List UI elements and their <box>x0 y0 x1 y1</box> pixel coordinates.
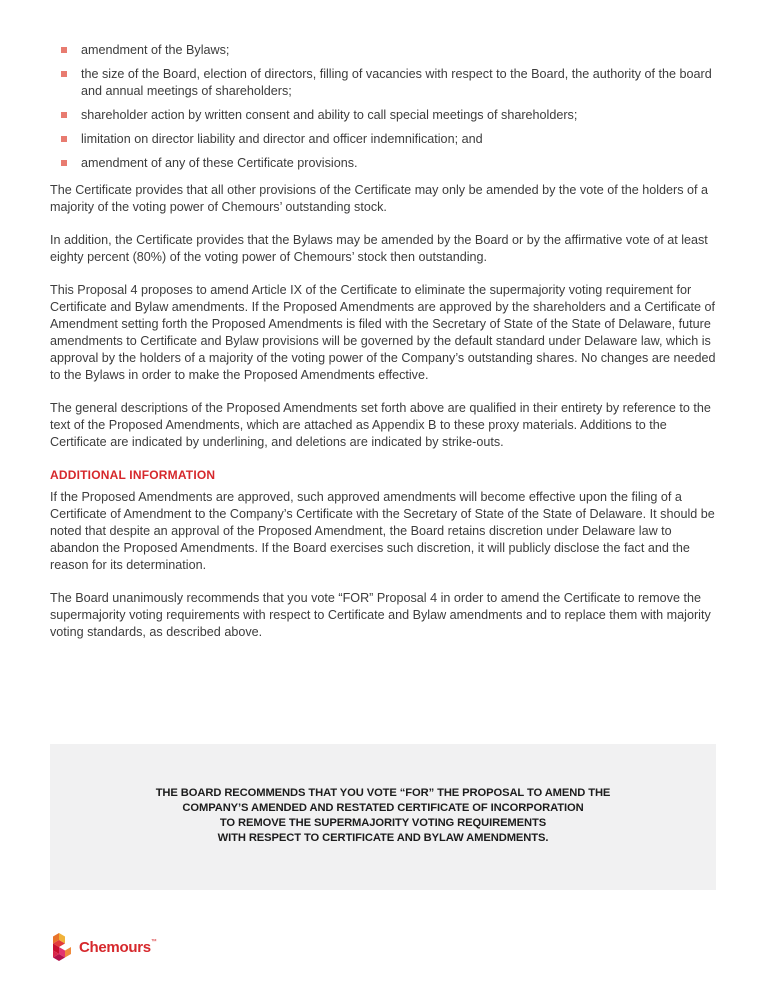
list-item-text: amendment of the Bylaws; <box>81 43 230 57</box>
list-item <box>50 107 718 124</box>
list-item <box>50 155 718 172</box>
trademark-symbol: ™ <box>150 938 157 945</box>
chemours-logo-icon <box>50 932 76 962</box>
square-bullet-icon <box>61 47 67 53</box>
company-logo <box>50 932 156 962</box>
square-bullet-icon <box>61 71 67 77</box>
list-item <box>50 131 718 148</box>
list-item-text: amendment of any of these Certificate provisions. <box>81 156 358 170</box>
square-bullet-icon <box>61 160 67 166</box>
callout-line: TO REMOVE THE SUPERMAJORITY VOTING REQUIREMENTS <box>219 817 547 829</box>
section-heading: ADDITIONAL INFORMATION <box>50 468 216 482</box>
list-item <box>50 66 718 100</box>
logo-name: Chemours <box>79 938 151 956</box>
logo-wordmark <box>79 939 156 956</box>
callout-text <box>50 786 716 846</box>
paragraph: If the Proposed Amendments are approved, such approved amendments will become effective upon the filing of a Certificate of Amendment to the Company’s Certificate with the Secretary of State of the State of Delaware. It should be noted that despite an approval of the Proposed Amendment, the Board retains discretion under Delaware law to abandon the Proposed Amendments. If the Board exercises such discretion, it will publicly disclose the fact and the reason for its determination. <box>50 490 715 572</box>
square-bullet-icon <box>61 112 67 118</box>
list-item-text: limitation on director liability and director and officer indemnification; and <box>81 132 483 146</box>
list-item-text: the size of the Board, election of directors, filling of vacancies with respect to the Board, the authority of the board and annual meetings of shareholders; <box>81 67 712 98</box>
paragraph: The Board unanimously recommends that you vote “FOR” Proposal 4 in order to amend the Certificate to remove the supermajority voting requirements with respect to Certificate and Bylaw amendments and to replace them with majority voting standards, as described above. <box>50 591 711 639</box>
callout-line: COMPANY’S AMENDED AND RESTATED CERTIFICATE OF INCORPORATION <box>182 802 584 814</box>
paragraph: The general descriptions of the Proposed Amendments set forth above are qualified in their entirety by reference to the text of the Proposed Amendments, which are attached as Appendix B to these proxy materials. Additions to the Certificate are indicated by underlining, and deletions are indicated by strike-outs. <box>50 401 711 449</box>
bullet-list <box>50 42 718 172</box>
callout-line: THE BOARD RECOMMENDS THAT YOU VOTE “FOR” THE PROPOSAL TO AMEND THE <box>155 787 611 799</box>
list-item <box>50 42 718 59</box>
callout-line: WITH RESPECT TO CERTIFICATE AND BYLAW AMENDMENTS. <box>217 832 549 844</box>
list-item-text: shareholder action by written consent and ability to call special meetings of shareholders; <box>81 108 578 122</box>
paragraph: This Proposal 4 proposes to amend Article IX of the Certificate to eliminate the supermajority voting requirement for Certificate and Bylaw amendments. If the Proposed Amendments are approved by the shareholders and a Certificate of Amendment setting forth the Proposed Amendments is filed with the Secretary of State of the State of Delaware, future amendments to Certificate and Bylaw provisions will be governed by the default standard under Delaware law, which is approval by the holders of a majority of the voting power of the Company’s outstanding shares. No changes are needed to the Bylaws in order to make the Proposed Amendments effective. <box>50 283 716 382</box>
recommendation-callout <box>50 744 716 890</box>
paragraph: In addition, the Certificate provides that the Bylaws may be amended by the Board or by the affirmative vote of at least eighty percent (80%) of the voting power of Chemours’ stock then outstanding. <box>50 233 708 264</box>
document-body <box>50 42 718 657</box>
square-bullet-icon <box>61 136 67 142</box>
paragraph: The Certificate provides that all other provisions of the Certificate may only be amended by the vote of the holders of a majority of the voting power of Chemours’ outstanding stock. <box>50 183 709 214</box>
